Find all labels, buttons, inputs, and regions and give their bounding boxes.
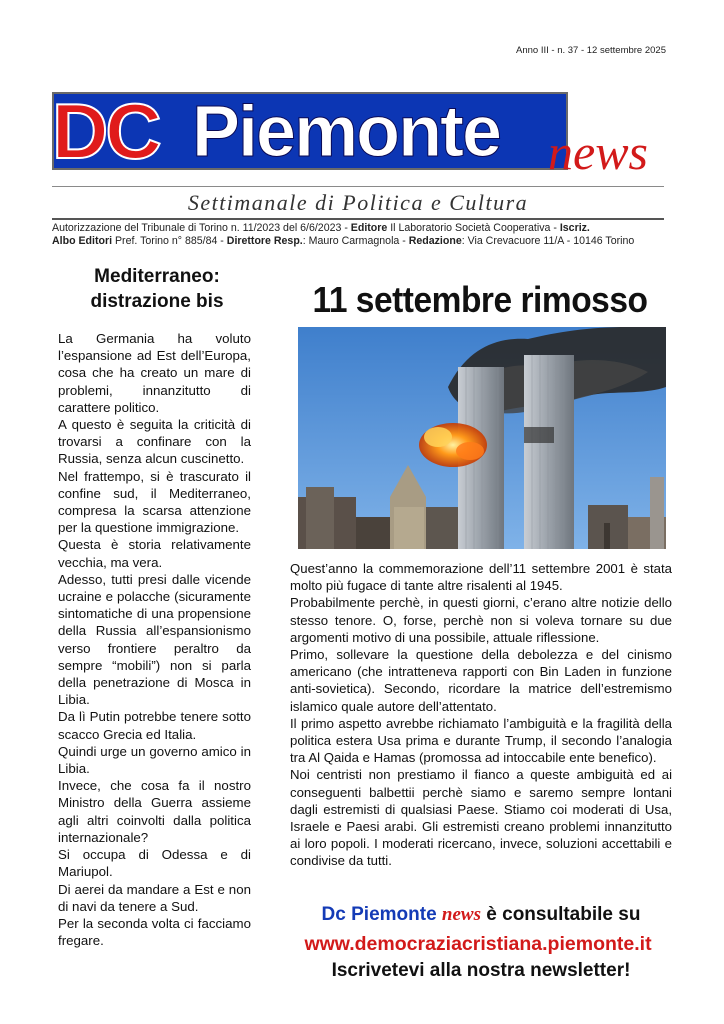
promo-suffix: è consultabile su xyxy=(486,904,641,925)
newsletter-cta: Iscrivetevi alla nostra newsletter! xyxy=(331,960,631,981)
credits-label: Direttore Resp. xyxy=(226,235,303,247)
paragraph: A questo è seguita la criticità di trovarsi a confinare con la Russia, senza alcun cuscinetto. xyxy=(58,417,251,467)
divider xyxy=(52,218,664,220)
paragraph: Invece, che cosa fa il nostro Ministro della Guerra assieme agli altri coinvolti dalla politica internazionale? xyxy=(58,778,251,845)
paragraph: Da lì Putin potrebbe tenere sotto scacco Grecia ed Italia. xyxy=(58,709,251,742)
paragraph: Questa è storia relativamente vecchia, ma vera. xyxy=(58,537,251,570)
credits-label: Albo Editori xyxy=(52,235,113,247)
credits-text: Il Laboratorio Società Cooperativa - xyxy=(387,222,560,234)
paragraph: Di aerei da mandare a Est e non di navi da tenere a Sud. xyxy=(58,881,251,914)
paragraph: Per la seconda volta ci facciamo fregare. xyxy=(58,915,251,949)
twin-towers-photo xyxy=(298,327,666,549)
main-article-body xyxy=(290,560,672,870)
paragraph: Si occupa di Odessa e di Mariupol. xyxy=(58,847,251,880)
website-link[interactable]: www.democraziacristiana.piemonte.it xyxy=(304,933,652,955)
tagline: Settimanale di Politica e Cultura xyxy=(187,190,529,215)
divider xyxy=(52,186,664,187)
paragraph: La Germania ha voluto l’espansione ad Est dell’Europa, cosa che ha creato un mare di problemi, innanzitutto di carattere politico. xyxy=(58,331,251,415)
paragraph: Quest’anno la commemorazione dell’11 settembre 2001 è stata molto più fugace di tante altre risalenti al 1945. xyxy=(290,561,672,594)
masthead-logo xyxy=(52,87,664,180)
promo-brand: Dc Piemonte xyxy=(321,904,437,925)
credits-text: : Mauro Carmagnola - xyxy=(302,235,409,247)
issue-line: Anno III - n. 37 - 12 settembre 2025 xyxy=(516,45,666,56)
paragraph: Quindi urge un governo amico in Libia. xyxy=(58,743,251,777)
promo-line xyxy=(286,904,676,926)
credits-text: Pref. Torino n° 885/84 - xyxy=(112,235,227,247)
credits-label: Iscriz. xyxy=(559,222,590,234)
paragraph: Nel frattempo, si è trascurato il confine sud, il Mediterraneo, compresa la scarsa attenzione per la questione immigrazione. xyxy=(58,468,251,536)
paragraph: Adesso, tutti presi dalle vicende ucraine e polacche (sicuramente sintomatiche di una propensione della Russia all’espansionismo verso frontiere peraltro da sempre “mobili”) non si parla della penetrazione di Mosca in Libia. xyxy=(58,571,251,708)
paragraph: Probabilmente perchè, in questi giorni, c’erano altre notizie dello stesso tenore. O, forse, perchè non si voleva tornare su due argomenti motivo di una possibile, attuale riflessione. xyxy=(290,595,672,645)
credits-label: Editore xyxy=(350,222,388,234)
logo-piemonte: Piemonte xyxy=(192,92,501,172)
credits-label: Redazione xyxy=(408,235,462,247)
side-article-title: Mediterraneo: distrazione bis xyxy=(90,266,224,312)
main-headline: 11 settembre rimosso xyxy=(312,279,648,320)
paragraph: Noi centristi non prestiamo il fianco a queste ambiguità ed ai conseguenti balbettii perchè siamo e saremo sempre lontani dagli estremisti di qualsiasi Paese. Stiamo coi moderati di Usa, Israele e Paesi arabi. Gli estremisti creano problemi innanzitutto ai loro popoli. I moderati ricercano, invece, soluzioni accettabili e condivise da tutti. xyxy=(290,767,672,869)
paragraph: Il primo aspetto avrebbe richiamato l’ambiguità e la fragilità della politica estera Usa prima e durante Trump, il secondo l’analogia tra Al Qaida e Hamas (promossa ad intoccabile ente benefico). xyxy=(290,715,672,766)
credits-text: : Via Crevacuore 11/A - 10146 Torino xyxy=(461,235,635,247)
logo-dc: DC xyxy=(52,87,159,175)
paragraph: Primo, sollevare la questione della debolezza e del cinismo americano (che intratteneva rapporti con Bin Laden in funzione anti-sovietica). Secondo, ricordare la matrice dell’estremismo islamico quale autore dell’attentato. xyxy=(290,647,672,714)
logo-news: news xyxy=(548,124,648,180)
publication-credits xyxy=(52,222,664,248)
side-article-body xyxy=(58,330,251,949)
credits-text: Autorizzazione del Tribunale di Torino n. 11/2023 del 6/6/2023 - xyxy=(52,222,351,234)
promo-news: news xyxy=(441,904,481,925)
